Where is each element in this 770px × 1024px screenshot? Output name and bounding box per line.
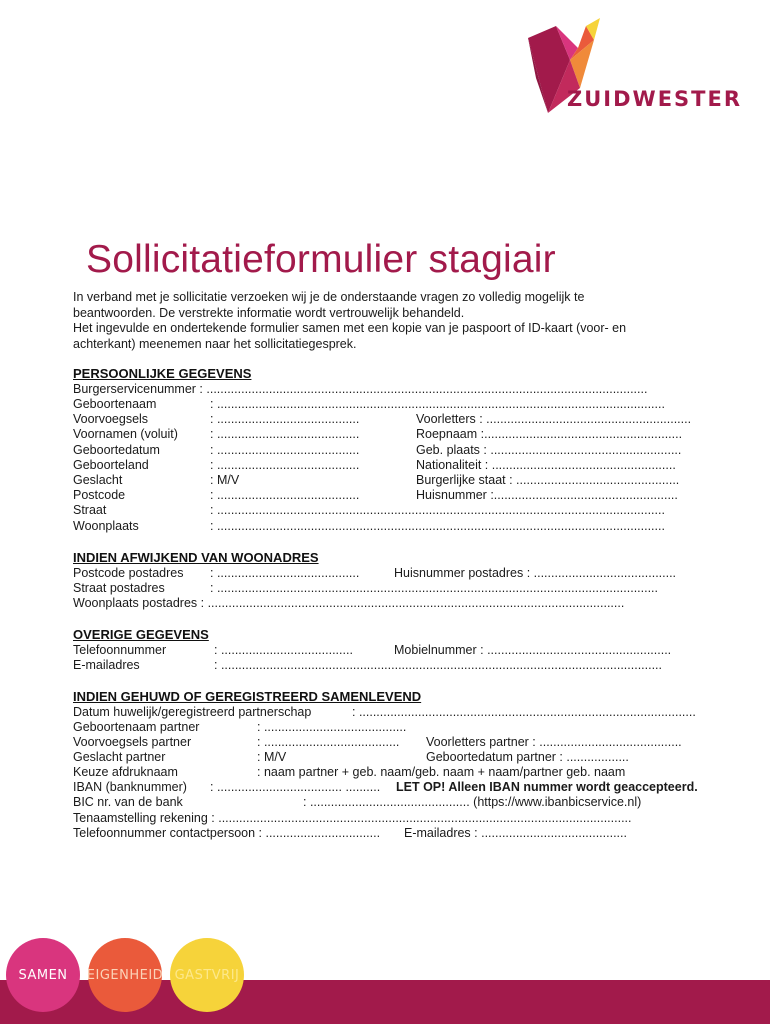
field-bic[interactable]: : .............................................. (https://www.ibanbicservice.nl) (303, 795, 642, 809)
field-geslacht-partner[interactable]: : M/V (257, 750, 287, 764)
field-postcode-postadres[interactable]: : ......................................... (210, 566, 360, 580)
field-woonplaats-postadres[interactable]: Woonplaats postadres : ........................................................................................................................ (73, 596, 625, 610)
label-voorvoegsels-partner: Voorvoegsels partner (73, 735, 192, 749)
field-burgerlijke-staat[interactable]: Burgerlijke staat : ............................................... (416, 473, 680, 487)
label-datum-huwelijk: Datum huwelijk/geregistreerd partnerschap (73, 705, 312, 719)
field-geslacht[interactable]: : M/V (210, 473, 240, 487)
label-woonplaats: Woonplaats (73, 519, 139, 533)
field-straat-postadres[interactable]: : ............................................................................................................................... (210, 581, 659, 595)
label-postcode: Postcode (73, 488, 126, 502)
field-bsn[interactable]: Burgerservicenummer : ............................................................................................................................... (73, 382, 648, 396)
field-mobiel[interactable]: Mobielnummer : ..................................................... (394, 643, 672, 657)
field-geboorteland[interactable]: : ......................................... (210, 458, 360, 472)
label-geslacht-partner: Geslacht partner (73, 750, 166, 764)
field-geboortenaam-partner[interactable]: : ......................................... (257, 720, 407, 734)
intro-line: Het ingevulde en ondertekende formulier samen met een kopie van je paspoort of ID-kaart (voor- en (73, 321, 627, 335)
field-tenaamstelling[interactable]: Tenaamstelling rekening : ....................................................................................................................... (73, 811, 632, 825)
label-geboortenaam: Geboortenaam (73, 397, 157, 411)
field-geboortedatum[interactable]: : ......................................... (210, 443, 360, 457)
label-postcode-postadres: Postcode postadres (73, 566, 184, 580)
intro-text (73, 290, 713, 352)
brand-name: ZUIDWESTER (567, 87, 742, 111)
intro-line: In verband met je sollicitatie verzoeken wij je de onderstaande vragen zo volledig mogelijk te (73, 290, 585, 304)
field-keuze-afdruknaam[interactable]: : naam partner + geb. naam/geb. naam + naam/partner geb. naam (257, 765, 626, 779)
field-straat[interactable]: : ................................................................................................................................. (210, 503, 665, 517)
value-circle-samen: SAMEN (6, 938, 80, 1012)
field-voorletters[interactable]: Voorletters : ........................................................... (416, 412, 692, 426)
section-heading-other: OVERIGE GEGEVENS (73, 627, 209, 642)
section-heading-alt-address: INDIEN AFWIJKEND VAN WOONADRES (73, 550, 319, 565)
intro-line: achterkant) meenemen naar het sollicitatiegesprek. (73, 336, 357, 351)
field-voornamen[interactable]: : ......................................... (210, 427, 360, 441)
label-email: E-mailadres (73, 658, 140, 672)
field-woonplaats[interactable]: : ................................................................................................................................. (210, 519, 665, 533)
label-voorvoegsels: Voorvoegsels (73, 412, 149, 426)
label-straat-postadres: Straat postadres (73, 581, 165, 595)
intro-line: beantwoorden. De verstrekte informatie wordt vertrouwelijk behandeld. (73, 305, 465, 320)
field-geboortedatum-partner[interactable]: Geboortedatum partner : .................. (426, 750, 629, 764)
label-straat: Straat (73, 503, 107, 517)
field-voorvoegsels[interactable]: : ......................................... (210, 412, 360, 426)
value-circle-gastvrij: GASTVRIJ (170, 938, 244, 1012)
label-bic: BIC nr. van de bank (73, 795, 183, 809)
field-iban[interactable]: : .................................... .......... (210, 780, 381, 794)
zuidwester-logo (508, 18, 742, 148)
field-email[interactable]: : ............................................................................................................................... (214, 658, 663, 672)
field-telefoon[interactable]: : ...................................... (214, 643, 353, 657)
field-huisnummer-postadres[interactable]: Huisnummer postadres : ......................................... (394, 566, 677, 580)
label-geboortedatum: Geboortedatum (73, 443, 160, 457)
label-telefoon: Telefoonnummer (73, 643, 167, 657)
label-voornamen: Voornamen (voluit) (73, 427, 178, 441)
field-contact-telefoon[interactable]: Telefoonnummer contactpersoon : ................................. (73, 826, 381, 840)
label-geboortenaam-partner: Geboortenaam partner (73, 720, 200, 734)
page-title: Sollicitatieformulier stagiair (86, 238, 556, 281)
field-roepnaam[interactable]: Roepnaam :......................................................... (416, 427, 683, 441)
field-datum-huwelijk[interactable]: : ................................................................................................. (352, 705, 696, 719)
iban-warning: LET OP! Alleen IBAN nummer wordt geaccepteerd. (396, 780, 698, 794)
field-huisnummer[interactable]: Huisnummer :..................................................... (416, 488, 678, 502)
field-contact-email[interactable]: E-mailadres : .......................................... (404, 826, 627, 840)
section-heading-married: INDIEN GEHUWD OF GEREGISTREERD SAMENLEVEND (73, 689, 422, 704)
field-voorletters-partner[interactable]: Voorletters partner : ......................................... (426, 735, 682, 749)
field-nationaliteit[interactable]: Nationaliteit : ..................................................... (416, 458, 676, 472)
section-heading-personal: PERSOONLIJKE GEGEVENS (73, 366, 252, 381)
value-circle-eigenheid: EIGENHEID (88, 938, 162, 1012)
label-keuze-afdruknaam: Keuze afdruknaam (73, 765, 178, 779)
label-geslacht: Geslacht (73, 473, 123, 487)
field-geboortenaam[interactable]: : ................................................................................................................................. (210, 397, 665, 411)
field-postcode[interactable]: : ......................................... (210, 488, 360, 502)
label-iban: IBAN (banknummer) (73, 780, 187, 794)
field-voorvoegsels-partner[interactable]: : ....................................... (257, 735, 400, 749)
field-geb-plaats[interactable]: Geb. plaats : ....................................................... (416, 443, 682, 457)
label-geboorteland: Geboorteland (73, 458, 149, 472)
